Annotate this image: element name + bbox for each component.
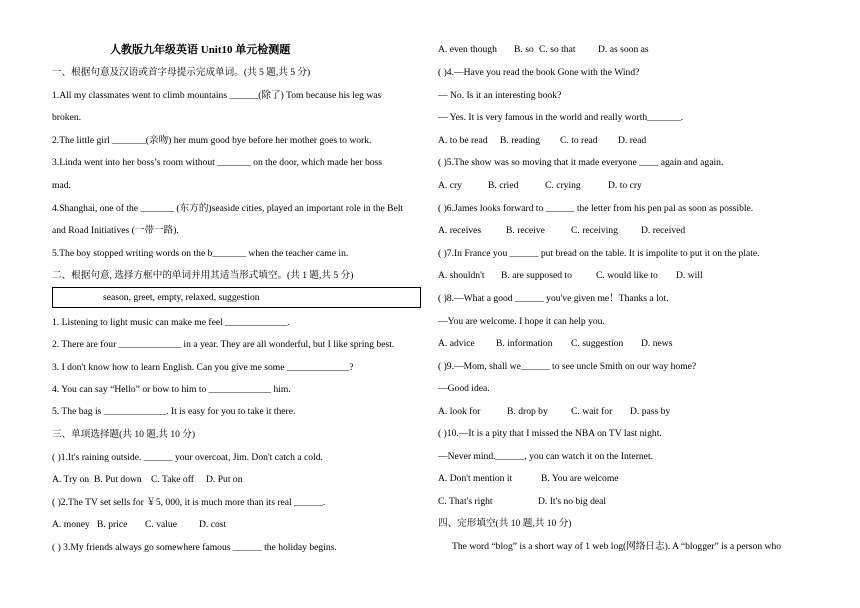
option: A. money bbox=[52, 519, 90, 530]
s3-question-4-line2: — No. Is it an interesting book? bbox=[438, 90, 562, 101]
s3-question-2: ( )2.The TV set sells for ￥5, 000, it is much more than its real ______. bbox=[52, 497, 326, 508]
s3-question-3: ( ) 3.My friends always go somewhere famous ______ the holiday begins. bbox=[52, 542, 337, 553]
s3-question-7-options bbox=[438, 270, 703, 282]
s3-question-9-options bbox=[438, 406, 670, 418]
s3-question-8-options bbox=[438, 338, 672, 350]
s3-question-9: ( )9.—Mom, shall we______ to see uncle Smith on our way home? bbox=[438, 361, 697, 372]
option: B. You are welcome bbox=[541, 473, 619, 484]
option: D. It's no big deal bbox=[538, 496, 607, 507]
option: D. to cry bbox=[608, 180, 642, 191]
s3-question-1-options bbox=[52, 474, 243, 486]
s3-question-9-line2: —Good idea. bbox=[438, 383, 490, 394]
s3-question-6: ( )6.James looks forward to ______ the letter from his pen pal as soon as possible. bbox=[438, 203, 754, 214]
option: D. Put on bbox=[206, 474, 243, 485]
s1-question-4-line1: 4.Shanghai, one of the _______ (东方的)seaside cities, played an important role in the Belt bbox=[52, 203, 404, 214]
word-box: season, greet, empty, relaxed, suggestion bbox=[52, 287, 421, 308]
page-title: 人教版九年级英语 Unit10 单元检测题 bbox=[110, 44, 291, 56]
option: D. news bbox=[641, 338, 673, 349]
s1-question-4-line2: and Road Initiatives (一带一路). bbox=[52, 225, 179, 236]
option: B. Put down bbox=[94, 474, 142, 485]
option: A. cry bbox=[438, 180, 462, 191]
option: A. Try on bbox=[52, 474, 90, 485]
section2-heading: 二、根据句意, 选择方框中的单词并用其适当形式填空。(共 1 题,共 5 分) bbox=[52, 270, 354, 281]
s2-question-5: 5. The bag is _____________. It is easy for you to take it there. bbox=[52, 406, 296, 417]
s3-question-4-line3: — Yes. It is very famous in the world and really worth_______. bbox=[438, 112, 684, 123]
s3-question-8-line2: —You are welcome. I hope it can help you. bbox=[438, 316, 605, 327]
option: B. so bbox=[514, 44, 534, 55]
option: A. advice bbox=[438, 338, 475, 349]
option: A. Don't mention it bbox=[438, 473, 513, 484]
option: A. to be read bbox=[438, 135, 488, 146]
option: C. Take off bbox=[151, 474, 194, 485]
option: C. suggestion bbox=[571, 338, 624, 349]
option: D. pass by bbox=[630, 406, 671, 417]
option: C. to read bbox=[560, 135, 598, 146]
option: D. cost bbox=[199, 519, 227, 530]
s3-question-5: ( )5.The show was so moving that it made everyone ____ again and again. bbox=[438, 157, 724, 168]
option: C. wait for bbox=[571, 406, 613, 417]
s3-question-10: ( )10.—It is a pity that I missed the NBA on TV last night. bbox=[438, 428, 662, 439]
option: D. read bbox=[618, 135, 647, 146]
option: C. would like to bbox=[596, 270, 658, 281]
option: D. as soon as bbox=[598, 44, 649, 55]
s3-question-4: ( )4.—Have you read the book Gone with the Wind? bbox=[438, 67, 640, 78]
option: B. price bbox=[97, 519, 128, 530]
option: D. received bbox=[641, 225, 686, 236]
option: A. receives bbox=[438, 225, 482, 236]
option: C. crying bbox=[545, 180, 581, 191]
s1-question-2: 2.The little girl _______(亲吻) her mum good bye before her mother goes to work. bbox=[52, 135, 372, 146]
s3-question-3-options bbox=[438, 44, 649, 56]
option: B. drop by bbox=[507, 406, 548, 417]
section1-heading: 一、根据句意及汉语或首字母提示完成单词。(共 5 题,共 5 分) bbox=[52, 67, 311, 78]
s2-question-2: 2. There are four _____________ in a year. They are all wonderful, but I like spring best. bbox=[52, 339, 395, 350]
s1-question-1-line2: broken. bbox=[52, 112, 82, 123]
option: B. receive bbox=[506, 225, 545, 236]
s1-question-1-line1: 1.All my classmates went to climb mountains ______(除了) Tom because his leg was bbox=[52, 90, 382, 101]
s3-question-7: ( )7.In France you ______ put bread on the table. It is impolite to put it on the plate. bbox=[438, 248, 760, 259]
section4-heading: 四、完形填空(共 10 题,共 10 分) bbox=[438, 518, 572, 529]
s3-question-4-options bbox=[438, 135, 646, 147]
option: A. even though bbox=[438, 44, 497, 55]
s3-question-10-line2: —Never mind.______, you can watch it on the Internet. bbox=[438, 451, 654, 462]
s1-question-3-line1: 3.Linda went into her boss’s room without _______ on the door, which made her boss bbox=[52, 157, 383, 168]
s2-question-1: 1. Listening to light music can make me feel _____________. bbox=[52, 317, 290, 328]
s3-question-8: ( )8.—What a good ______ you've given me！Thanks a lot. bbox=[438, 293, 669, 304]
s2-question-4: 4. You can say “Hello” or bow to him to _____________ him. bbox=[52, 384, 291, 395]
s3-question-1: ( )1.It's raining outside. ______ your overcoat, Jim. Don't catch a cold. bbox=[52, 452, 323, 463]
option: B. reading bbox=[500, 135, 540, 146]
s3-question-10-options-a bbox=[438, 473, 619, 485]
s4-passage-line1: The word “blog” is a short way of 1 web log(网络日志). A “blogger” is a person who bbox=[452, 541, 782, 552]
option: C. That's right bbox=[438, 496, 493, 507]
option: C. value bbox=[145, 519, 177, 530]
option: B. cried bbox=[488, 180, 519, 191]
option: A. look for bbox=[438, 406, 481, 417]
option: B. information bbox=[496, 338, 553, 349]
s2-question-3: 3. I don't know how to learn English. Can you give me some _____________? bbox=[52, 362, 354, 373]
s1-question-5: 5.The boy stopped writing words on the b_______ when the teacher came in. bbox=[52, 248, 349, 259]
s3-question-5-options bbox=[438, 180, 642, 192]
s1-question-3-line2: mad. bbox=[52, 180, 71, 191]
option: C. receiving bbox=[571, 225, 618, 236]
option: D. will bbox=[676, 270, 703, 281]
option: A. shouldn't bbox=[438, 270, 485, 281]
s3-question-10-options-b bbox=[438, 496, 606, 508]
section3-heading: 三、单项选择题(共 10 题,共 10 分) bbox=[52, 429, 196, 440]
option: B. are supposed to bbox=[501, 270, 572, 281]
option: C. so that bbox=[539, 44, 576, 55]
s3-question-6-options bbox=[438, 225, 685, 237]
s3-question-2-options bbox=[52, 519, 226, 531]
